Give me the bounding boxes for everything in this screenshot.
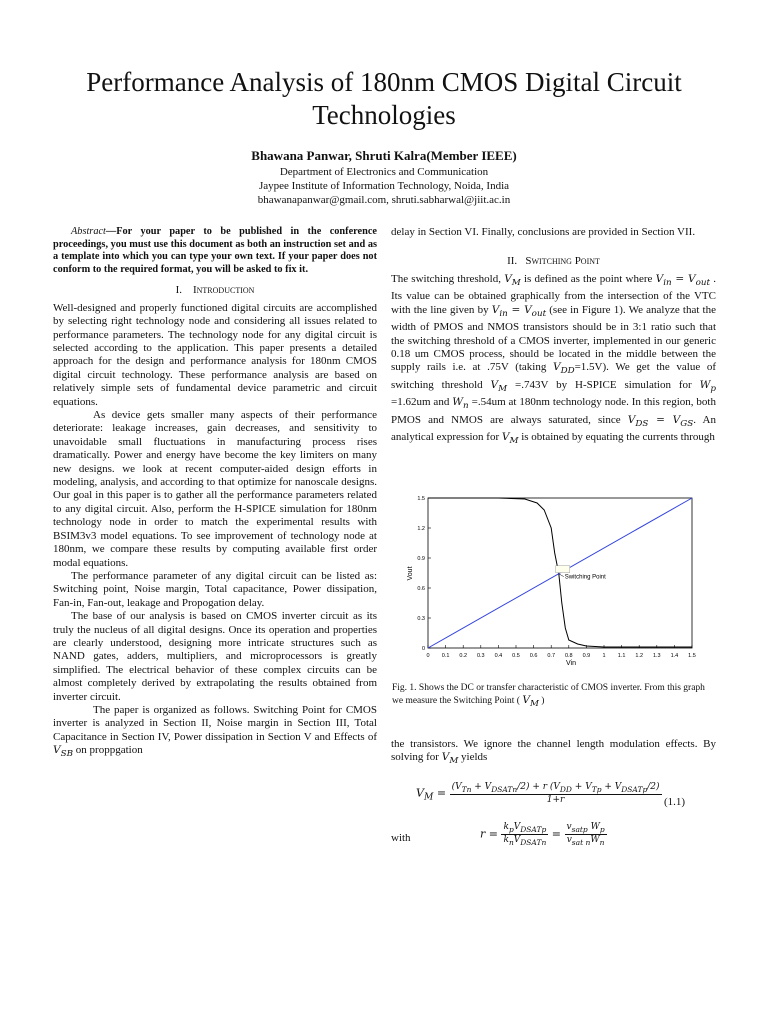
y-tick-label: 0.9 <box>417 556 425 562</box>
x-tick-label: 0 <box>426 653 430 659</box>
equation-number: (1.1) <box>664 796 686 808</box>
x-tick-label: 0.7 <box>547 653 556 659</box>
annotation-label: Switching Point <box>564 574 606 581</box>
intro-paragraph-3: The performance parameter of any digital circuit can be listed as: Switching point, Noise margin, Total capacitance, Power dissipation, Fan-in, Fan-out, leakage and Propogation delay. <box>53 569 377 609</box>
emails: bhawanapanwar@gmail.com, shruti.sabharwal@jiit.ac.in <box>257 194 511 206</box>
y-tick-label: 1.2 <box>417 526 425 532</box>
y-tick-label: 0.3 <box>417 616 425 622</box>
x-tick-label: 0.9 <box>582 653 591 659</box>
x-tick-label: 0.8 <box>564 653 573 659</box>
institute: Jaypee Institute of Information Technology, Noida, India <box>258 180 510 192</box>
figure-caption: Fig. 1. Shows the DC or transfer characteristic of CMOS inverter. From this graph we measure the Switching Point ( $V_M$ ) <box>392 683 705 710</box>
x-tick-label: 1.1 <box>617 653 626 659</box>
x-tick-label: 1.5 <box>688 653 696 659</box>
intro-paragraph-1: Well-designed and properly functioned digital circuits are accomplished by selecting right technology node and considering all issues related to performance parameters. The technology node for any digital circuit is selected according to the application. This paper presents a detailed approach for the design and performance analysis for 180nm CMOS digital circuit technology. These performance analysis are based on relatively simple sets of fundamental device parametric and circuit equations. <box>53 301 377 408</box>
y-axis-label: Vout <box>407 566 414 581</box>
vtc-chart <box>398 490 708 670</box>
right-column-bottom <box>391 738 716 769</box>
right-continuation: delay in Section VI. Finally, conclusions are provided in Section VII. <box>391 226 696 238</box>
paper-title: Performance Analysis of 180nm CMOS Digital Circuit Technologies <box>86 67 682 130</box>
after-figure-paragraph: the transistors. We ignore the channel length modulation effects. By solving for $V_M$ yields <box>391 738 716 767</box>
section-2-number: II. <box>507 255 518 268</box>
x-tick-label: 1 <box>602 653 606 659</box>
y-tick-label: 1.5 <box>417 496 425 502</box>
x-tick-label: 0.3 <box>476 653 485 659</box>
series-line-2 <box>428 498 692 648</box>
p5-text-a: The paper is organized as follows. Switching Point for CMOS inverter is analyzed in Section II, Noise margin in Section III, Total Capacitance in Section IV, Power dissipation in Section V and Effects of <box>53 703 377 743</box>
abstract <box>53 226 377 276</box>
left-column <box>53 226 377 762</box>
y-tick-label: 0 <box>421 646 425 652</box>
x-tick-label: 0.4 <box>494 653 503 659</box>
section-1-title: Introduction <box>192 284 255 297</box>
x-tick-label: 1.3 <box>652 653 661 659</box>
section-2-heading <box>391 255 716 268</box>
switching-point-paragraph: The switching threshold, $V_M$ is defined as the point where $V_{in} = V_{out}$ . Its value can be obtained graphically from the intersection of the VTC with the line given by $V_{in} = V_{out}$ (see in Figure 1). We analyze that the width of PMOS and NMOS transistors should be in 3:1 ratio such that the switching threshold of a CMOS inverter, implemented in our generic 0.18 um CMOS process, should be located in the middle between the supply rails i.e. at .75V (taking $V_{DD}=1.5V$). We get the value of switching threshold $V_M =.743V$ by H-SPICE simulation for $W_p =1.62um$ and $W_n =.54um$ at 180nm technology node. In this region, both PMOS and NMOS are always saturated, since $V_{DS} = V_{GS}$. An analytical expression for $V_M$ is obtained by equating the currents through <box>391 272 717 447</box>
section-2-title: Switching Point <box>525 255 600 268</box>
equation-1-1: $V_M$ = $\frac{(V_{Tn} + V_{DSATn}/2) + r (V_{DD} + V_{Tp} + V_{DSATp}/2)}{1+r}$ <box>416 782 660 805</box>
with-label: with <box>391 832 411 844</box>
abstract-body: —For your paper to be published in the conference proceedings, you must use this document as both an instruction set and as a template into which you can type your own text. If your paper does not conform to the required format, you will be asked to fix it. <box>53 226 377 275</box>
x-tick-label: 0.2 <box>459 653 468 659</box>
x-tick-label: 0.5 <box>512 653 520 659</box>
intro-paragraph-2: As device gets smaller many aspects of their performance deteriorate: leakage increases, gain decreases, and sensitivity to unavoidable small fluctuations in manufacturing process rises dramatically. Power and energy have become the key limiters on many new designs. we look at recent computer-aided design efforts in modeling, analysis, and according to that optimize for nanoscale designs. Our goal in this paper is to gather all the performance parameters related to any digital circuit. Also, perform the H-SPICE simulation for 180nm technology node in order to match the experimental results with BSIM3v3 model equations. To see improvement of technology node at 180nm, we compare these results by computing available first order modal equations. <box>53 409 377 569</box>
annotation-box <box>556 566 570 573</box>
x-tick-label: 1.4 <box>670 653 679 659</box>
section-1-heading <box>53 284 377 297</box>
intro-paragraph-4: The base of our analysis is based on CMOS inverter circuit as its truly the nucleus of all digital designs. Once its operation and properties are clearly understood, designing more intricate structures such as NAND gates, adders, multipliers, and microprocessors is greatly simplified. The electrical behavior of these complex circuits can be almost completely derived by extrapolating the results obtained from inverter circuit. <box>53 610 377 703</box>
x-axis-label: Vin <box>566 660 576 667</box>
p5-text-b: on proppgation <box>73 744 143 757</box>
y-tick-label: 0.6 <box>417 586 425 592</box>
p5-math: $V_{SB}$ <box>53 744 74 760</box>
x-tick-label: 0.6 <box>529 653 538 659</box>
right-column-top <box>391 226 716 449</box>
department: Department of Electronics and Communication <box>279 166 489 178</box>
intro-paragraph-5 <box>53 704 377 762</box>
equation-r: r = $\frac{k_pV_{DSATp}}{k_nV_{DSATn}}$ = $\frac{v_{satp} W_p}{v_{sat n}W_n}$ <box>480 822 605 847</box>
abstract-lead: Abstract <box>71 226 106 237</box>
section-1-number: I. <box>175 284 182 297</box>
x-tick-label: 1.2 <box>635 653 644 659</box>
x-tick-label: 0.1 <box>441 653 450 659</box>
authors: Bhawana Panwar, Shruti Kalra(Member IEEE) <box>251 148 517 163</box>
